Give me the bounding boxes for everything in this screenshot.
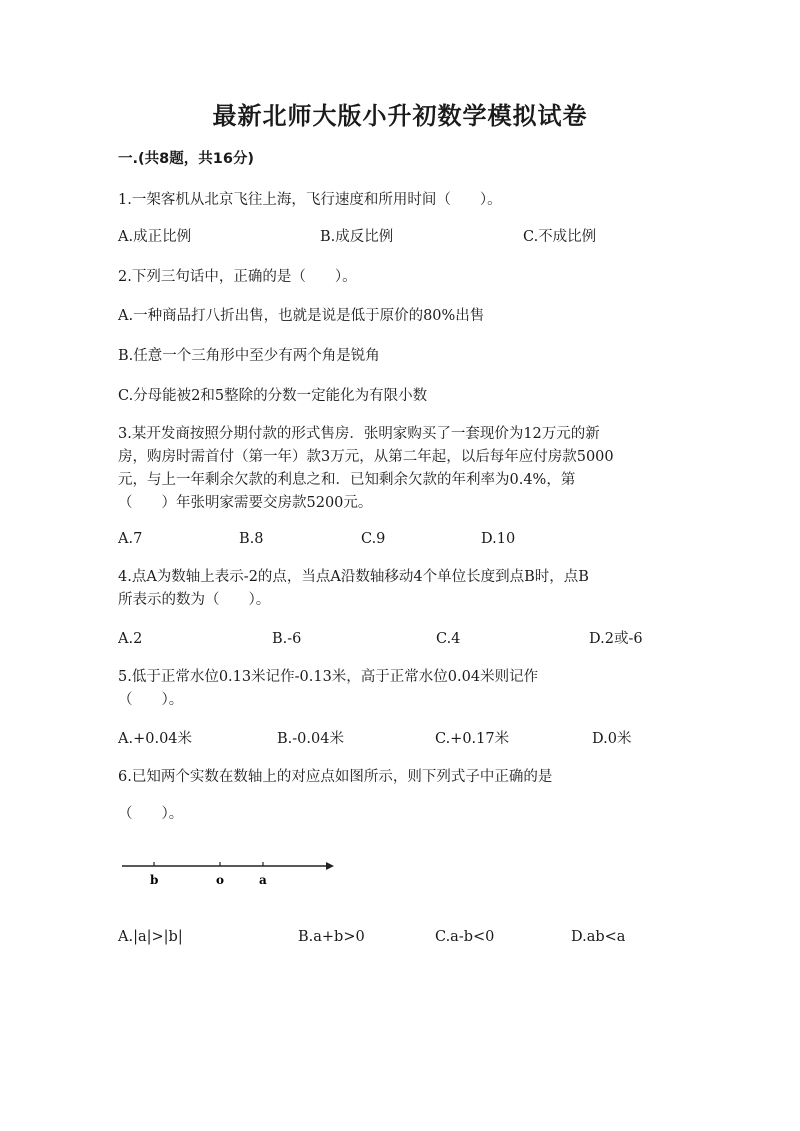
- number-line-arrow: [326, 862, 334, 870]
- question-5-line-2: （ ）。: [118, 692, 184, 708]
- q6-option-a: A.|a|>|b|: [118, 929, 183, 945]
- question-6-line-2: （ ）。: [118, 806, 184, 822]
- question-3-line-3: 元，与上一年剩余欠款的利息之和．已知剩余欠款的年利率为0.4%，第: [118, 472, 576, 488]
- label-o: o: [216, 873, 225, 887]
- q4-option-a: A.2: [118, 631, 143, 647]
- q3-option-b: B.8: [239, 531, 264, 547]
- section-heading: 一.(共8题，共16分): [118, 151, 255, 167]
- q5-option-a: A.+0.04米: [118, 731, 193, 747]
- q5-option-b: B.-0.04米: [277, 731, 344, 747]
- number-line-figure: [118, 858, 338, 892]
- label-b: b: [150, 873, 159, 887]
- q4-option-c: C.4: [436, 631, 461, 647]
- question-3-line-4: （ ）年张明家需要交房款5200元。: [118, 495, 373, 511]
- q3-option-d: D.10: [481, 531, 516, 547]
- question-3-line-2: 房，购房时需首付（第一年）款3万元，从第二年起，以后每年应付房款5000: [118, 449, 614, 465]
- question-4-line-1: 4.点A为数轴上表示-2的点，当点A沿数轴移动4个单位长度到点B时，点B: [118, 569, 589, 585]
- q5-option-d: D.0米: [592, 731, 632, 747]
- q6-option-b: B.a+b>0: [298, 929, 365, 945]
- question-3-line-1: 3.某开发商按照分期付款的形式售房．张明家购买了一套现价为12万元的新: [118, 426, 600, 442]
- q2-option-a: A.一种商品打八折出售，也就是说是低于原价的80%出售: [118, 308, 485, 324]
- q2-option-c: C.分母能被2和5整除的分数一定能化为有限小数: [118, 388, 428, 404]
- q5-option-c: C.+0.17米: [435, 731, 510, 747]
- q6-option-d: D.ab<a: [571, 929, 626, 945]
- question-6-line-1: 6.已知两个实数在数轴上的对应点如图所示，则下列式子中正确的是: [118, 769, 553, 785]
- question-1-text: 1.一架客机从北京飞往上海，飞行速度和所用时间（ ）。: [118, 192, 502, 208]
- q1-option-a: A.成正比例: [118, 229, 192, 245]
- q1-option-c: C.不成比例: [523, 229, 597, 245]
- question-2-text: 2.下列三句话中，正确的是（ ）。: [118, 269, 357, 285]
- q4-option-b: B.-6: [272, 631, 302, 647]
- question-4-line-2: 所表示的数为（ ）。: [118, 592, 271, 608]
- q3-option-c: C.9: [361, 531, 386, 547]
- q1-option-b: B.成反比例: [320, 229, 394, 245]
- q2-option-b: B.任意一个三角形中至少有两个角是锐角: [118, 348, 380, 364]
- question-5-line-1: 5.低于正常水位0.13米记作-0.13米，高于正常水位0.04米则记作: [118, 669, 539, 685]
- label-a: a: [259, 873, 267, 887]
- q4-option-d: D.2或-6: [589, 631, 643, 647]
- page-title: 最新北师大版小升初数学模拟试卷: [212, 102, 588, 130]
- q6-option-c: C.a-b<0: [435, 929, 495, 945]
- q3-option-a: A.7: [118, 531, 143, 547]
